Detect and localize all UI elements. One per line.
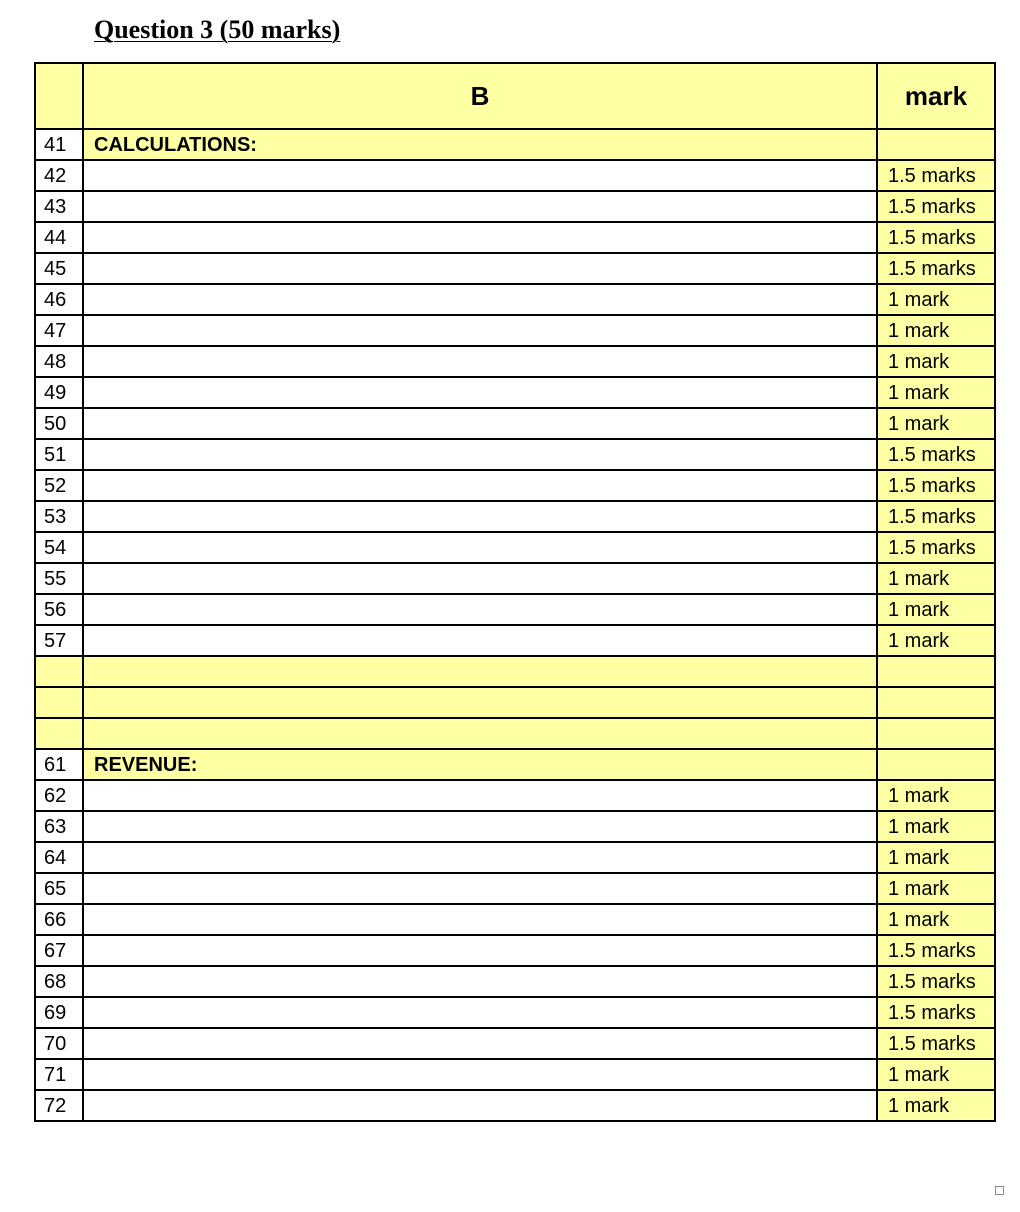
table-row xyxy=(35,873,995,904)
answer-cell[interactable] xyxy=(83,1028,877,1059)
row-number-cell: 49 xyxy=(35,377,83,408)
spacer-row xyxy=(35,656,995,687)
spacer-row xyxy=(35,718,995,749)
mark-cell xyxy=(877,749,995,780)
answer-cell[interactable] xyxy=(83,563,877,594)
answer-cell[interactable] xyxy=(83,1059,877,1090)
row-number-cell: 45 xyxy=(35,253,83,284)
answer-cell[interactable] xyxy=(83,842,877,873)
section-label-cell: REVENUE: xyxy=(83,749,877,780)
row-number-cell: 44 xyxy=(35,222,83,253)
answer-cell[interactable] xyxy=(83,160,877,191)
marking-table xyxy=(34,62,996,1122)
answer-cell[interactable] xyxy=(83,501,877,532)
mark-cell: 1.5 marks xyxy=(877,439,995,470)
mark-cell: 1 mark xyxy=(877,873,995,904)
mark-cell xyxy=(877,656,995,687)
row-number-cell: 52 xyxy=(35,470,83,501)
table-row xyxy=(35,532,995,563)
answer-cell[interactable] xyxy=(83,780,877,811)
table-row xyxy=(35,966,995,997)
row-number-cell: 48 xyxy=(35,346,83,377)
answer-cell[interactable] xyxy=(83,625,877,656)
table-row xyxy=(35,191,995,222)
mark-cell: 1.5 marks xyxy=(877,253,995,284)
mark-cell: 1 mark xyxy=(877,594,995,625)
answer-cell[interactable] xyxy=(83,253,877,284)
row-number-cell: 55 xyxy=(35,563,83,594)
row-number-cell: 43 xyxy=(35,191,83,222)
section-row xyxy=(35,749,995,780)
row-number-cell xyxy=(35,718,83,749)
row-number-cell: 56 xyxy=(35,594,83,625)
answer-cell[interactable] xyxy=(83,222,877,253)
mark-cell: 1 mark xyxy=(877,780,995,811)
row-number-cell: 63 xyxy=(35,811,83,842)
spacer-cell xyxy=(83,687,877,718)
table-row xyxy=(35,1090,995,1121)
row-number-cell: 71 xyxy=(35,1059,83,1090)
table-header-row xyxy=(35,63,995,129)
mark-cell: 1 mark xyxy=(877,377,995,408)
table-row xyxy=(35,780,995,811)
resize-handle[interactable] xyxy=(995,1186,1004,1195)
answer-cell[interactable] xyxy=(83,470,877,501)
row-number-cell: 68 xyxy=(35,966,83,997)
answer-cell[interactable] xyxy=(83,191,877,222)
row-number-cell: 69 xyxy=(35,997,83,1028)
spacer-cell xyxy=(83,718,877,749)
section-row xyxy=(35,129,995,160)
table-row xyxy=(35,222,995,253)
table-row xyxy=(35,625,995,656)
mark-cell: 1.5 marks xyxy=(877,222,995,253)
answer-cell[interactable] xyxy=(83,377,877,408)
mark-cell: 1 mark xyxy=(877,346,995,377)
mark-cell: 1 mark xyxy=(877,284,995,315)
table-row xyxy=(35,842,995,873)
mark-cell: 1 mark xyxy=(877,842,995,873)
answer-cell[interactable] xyxy=(83,997,877,1028)
row-number-cell: 65 xyxy=(35,873,83,904)
mark-cell xyxy=(877,129,995,160)
mark-cell: 1 mark xyxy=(877,563,995,594)
answer-cell[interactable] xyxy=(83,439,877,470)
table-row xyxy=(35,315,995,346)
mark-cell xyxy=(877,687,995,718)
mark-cell: 1.5 marks xyxy=(877,966,995,997)
row-number-cell: 70 xyxy=(35,1028,83,1059)
page-title: Question 3 (50 marks) xyxy=(94,15,341,44)
answer-cell[interactable] xyxy=(83,346,877,377)
mark-cell xyxy=(877,718,995,749)
row-number-cell xyxy=(35,687,83,718)
table-row xyxy=(35,346,995,377)
answer-cell[interactable] xyxy=(83,935,877,966)
table-row xyxy=(35,377,995,408)
table-row xyxy=(35,439,995,470)
row-number-cell: 53 xyxy=(35,501,83,532)
row-number-cell: 62 xyxy=(35,780,83,811)
mark-cell: 1 mark xyxy=(877,408,995,439)
row-number-cell: 64 xyxy=(35,842,83,873)
mark-cell: 1.5 marks xyxy=(877,1028,995,1059)
mark-cell: 1 mark xyxy=(877,1090,995,1121)
row-number-cell xyxy=(35,656,83,687)
mark-cell: 1 mark xyxy=(877,1059,995,1090)
row-number-cell: 61 xyxy=(35,749,83,780)
mark-cell: 1.5 marks xyxy=(877,935,995,966)
spacer-row xyxy=(35,687,995,718)
answer-cell[interactable] xyxy=(83,408,877,439)
table-row xyxy=(35,253,995,284)
mark-cell: 1 mark xyxy=(877,904,995,935)
answer-cell[interactable] xyxy=(83,873,877,904)
answer-cell[interactable] xyxy=(83,284,877,315)
mark-cell: 1.5 marks xyxy=(877,160,995,191)
table-row xyxy=(35,160,995,191)
section-label-cell: CALCULATIONS: xyxy=(83,129,877,160)
mark-cell: 1.5 marks xyxy=(877,191,995,222)
row-number-cell: 42 xyxy=(35,160,83,191)
row-number-cell: 50 xyxy=(35,408,83,439)
mark-cell: 1 mark xyxy=(877,625,995,656)
mark-cell: 1.5 marks xyxy=(877,501,995,532)
answer-cell[interactable] xyxy=(83,315,877,346)
row-number-cell: 51 xyxy=(35,439,83,470)
row-number-cell: 72 xyxy=(35,1090,83,1121)
row-number-cell: 54 xyxy=(35,532,83,563)
table-row xyxy=(35,470,995,501)
mark-cell: 1.5 marks xyxy=(877,470,995,501)
answer-cell[interactable] xyxy=(83,811,877,842)
row-number-cell: 46 xyxy=(35,284,83,315)
mark-cell: 1 mark xyxy=(877,315,995,346)
mark-cell: 1.5 marks xyxy=(877,997,995,1028)
row-number-cell: 67 xyxy=(35,935,83,966)
row-number-cell: 47 xyxy=(35,315,83,346)
mark-cell: 1 mark xyxy=(877,811,995,842)
table-row xyxy=(35,997,995,1028)
row-number-cell: 41 xyxy=(35,129,83,160)
header-row-number-cell xyxy=(35,63,83,129)
table-row xyxy=(35,904,995,935)
answer-cell[interactable] xyxy=(83,1090,877,1121)
table-row xyxy=(35,284,995,315)
mark-cell: 1.5 marks xyxy=(877,532,995,563)
row-number-cell: 57 xyxy=(35,625,83,656)
answer-cell[interactable] xyxy=(83,594,877,625)
header-column-mark: mark xyxy=(877,63,995,129)
answer-cell[interactable] xyxy=(83,966,877,997)
table-row xyxy=(35,935,995,966)
answer-cell[interactable] xyxy=(83,532,877,563)
table-row xyxy=(35,594,995,625)
answer-cell[interactable] xyxy=(83,904,877,935)
table-row xyxy=(35,1028,995,1059)
table-row xyxy=(35,811,995,842)
table-row xyxy=(35,563,995,594)
spacer-cell xyxy=(83,656,877,687)
header-column-b: B xyxy=(83,63,877,129)
table-row xyxy=(35,408,995,439)
table-row xyxy=(35,1059,995,1090)
table-row xyxy=(35,501,995,532)
row-number-cell: 66 xyxy=(35,904,83,935)
